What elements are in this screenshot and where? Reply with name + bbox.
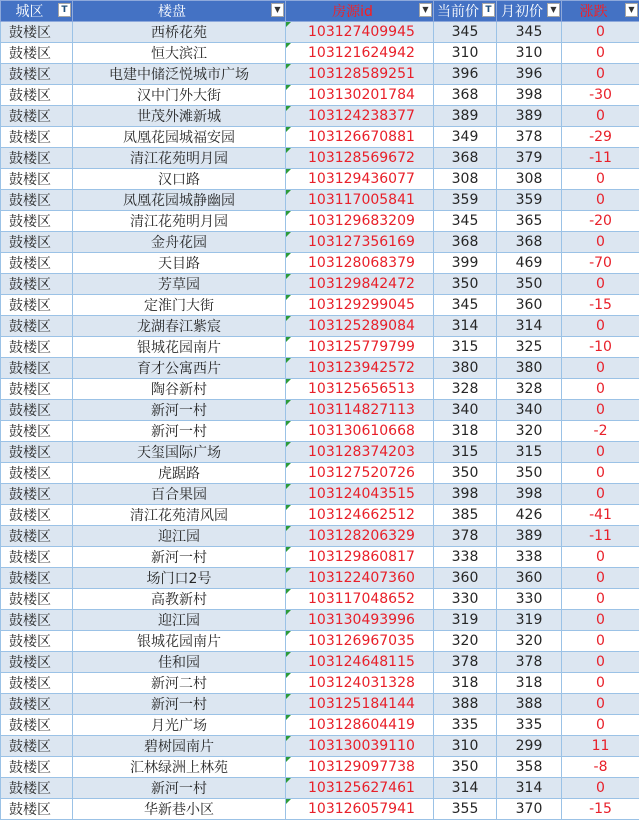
cell-estate[interactable]: 新河一村 <box>73 547 286 568</box>
cell-current-price[interactable]: 378 <box>434 526 497 547</box>
cell-change[interactable]: 0 <box>562 463 639 484</box>
cell-listing-id[interactable]: 103124238377 <box>286 106 434 127</box>
cell-month-start-price[interactable]: 370 <box>497 799 562 820</box>
cell-change[interactable]: 0 <box>562 589 639 610</box>
cell-month-start-price[interactable]: 299 <box>497 736 562 757</box>
header-change <box>562 1 639 22</box>
table-row <box>1 148 639 169</box>
cell-listing-id[interactable]: 103128374203 <box>286 442 434 463</box>
cell-district[interactable]: 鼓楼区 <box>1 337 73 358</box>
cell-change[interactable]: -29 <box>562 127 639 148</box>
cell-month-start-price[interactable]: 315 <box>497 442 562 463</box>
table-row <box>1 484 639 505</box>
table-row <box>1 568 639 589</box>
cell-month-start-price[interactable]: 320 <box>497 631 562 652</box>
cell-listing-id[interactable]: 103125184144 <box>286 694 434 715</box>
header-current-price <box>434 1 497 22</box>
cell-current-price[interactable]: 315 <box>434 337 497 358</box>
cell-estate[interactable]: 龙湖春江紫宸 <box>73 316 286 337</box>
cell-estate[interactable]: 华新巷小区 <box>73 799 286 820</box>
cell-estate[interactable]: 新河二村 <box>73 673 286 694</box>
cell-current-price[interactable]: 359 <box>434 190 497 211</box>
cell-month-start-price[interactable]: 325 <box>497 337 562 358</box>
cell-estate[interactable]: 迎江园 <box>73 526 286 547</box>
cell-listing-id[interactable]: 103129842472 <box>286 274 434 295</box>
cell-month-start-price[interactable]: 378 <box>497 127 562 148</box>
cell-change[interactable]: -41 <box>562 505 639 526</box>
cell-current-price[interactable]: 355 <box>434 799 497 820</box>
cell-estate[interactable]: 天目路 <box>73 253 286 274</box>
cell-month-start-price[interactable]: 319 <box>497 610 562 631</box>
table-row <box>1 778 639 799</box>
cell-estate[interactable]: 月光广场 <box>73 715 286 736</box>
cell-district[interactable]: 鼓楼区 <box>1 43 73 64</box>
cell-current-price[interactable]: 350 <box>434 757 497 778</box>
cell-current-price[interactable]: 345 <box>434 22 497 43</box>
cell-current-price[interactable]: 399 <box>434 253 497 274</box>
cell-current-price[interactable]: 350 <box>434 274 497 295</box>
cell-change[interactable]: -2 <box>562 421 639 442</box>
cell-estate[interactable]: 新河一村 <box>73 778 286 799</box>
header-change-label: 涨跌 <box>580 1 622 21</box>
cell-district[interactable]: 鼓楼区 <box>1 610 73 631</box>
cell-change[interactable]: -8 <box>562 757 639 778</box>
cell-district[interactable]: 鼓楼区 <box>1 232 73 253</box>
cell-estate[interactable]: 西桥花苑 <box>73 22 286 43</box>
cell-change[interactable]: 0 <box>562 232 639 253</box>
cell-month-start-price[interactable]: 469 <box>497 253 562 274</box>
cell-current-price[interactable]: 378 <box>434 652 497 673</box>
table-row <box>1 43 639 64</box>
cell-district[interactable]: 鼓楼区 <box>1 85 73 106</box>
header-current-price-label: 当前价 <box>437 1 493 21</box>
cell-month-start-price[interactable]: 314 <box>497 316 562 337</box>
cell-change[interactable]: 0 <box>562 64 639 85</box>
table-row <box>1 253 639 274</box>
cell-current-price[interactable]: 349 <box>434 127 497 148</box>
cell-month-start-price[interactable]: 345 <box>497 22 562 43</box>
cell-listing-id[interactable]: 103130610668 <box>286 421 434 442</box>
cell-estate[interactable]: 银城花园南片 <box>73 631 286 652</box>
cell-change[interactable]: -20 <box>562 211 639 232</box>
cell-district[interactable]: 鼓楼区 <box>1 379 73 400</box>
cell-district[interactable]: 鼓楼区 <box>1 22 73 43</box>
cell-listing-id[interactable]: 103126057941 <box>286 799 434 820</box>
table-row <box>1 169 639 190</box>
table-row <box>1 22 639 43</box>
cell-estate[interactable]: 清江花苑清风园 <box>73 505 286 526</box>
cell-listing-id[interactable]: 103128604419 <box>286 715 434 736</box>
cell-month-start-price[interactable]: 350 <box>497 463 562 484</box>
table-row <box>1 505 639 526</box>
cell-estate[interactable]: 陶谷新村 <box>73 379 286 400</box>
filter-active-icon[interactable]: T <box>482 3 495 17</box>
cell-listing-id[interactable]: 103130493996 <box>286 610 434 631</box>
cell-current-price[interactable]: 314 <box>434 316 497 337</box>
cell-district[interactable]: 鼓楼区 <box>1 400 73 421</box>
cell-estate[interactable]: 清江花苑明月园 <box>73 148 286 169</box>
header-listing-id-label: 房源id <box>332 1 387 21</box>
cell-estate[interactable]: 虎踞路 <box>73 463 286 484</box>
cell-current-price[interactable]: 320 <box>434 631 497 652</box>
cell-district[interactable]: 鼓楼区 <box>1 190 73 211</box>
cell-district[interactable]: 鼓楼区 <box>1 694 73 715</box>
cell-district[interactable]: 鼓楼区 <box>1 568 73 589</box>
cell-change[interactable]: 0 <box>562 190 639 211</box>
table-row <box>1 232 639 253</box>
cell-change[interactable]: 0 <box>562 694 639 715</box>
cell-district[interactable]: 鼓楼区 <box>1 715 73 736</box>
table-row <box>1 526 639 547</box>
table-row <box>1 631 639 652</box>
cell-listing-id[interactable]: 103129097738 <box>286 757 434 778</box>
cell-district[interactable]: 鼓楼区 <box>1 589 73 610</box>
cell-change[interactable]: 0 <box>562 22 639 43</box>
cell-estate[interactable]: 电建中储泛悦城市广场 <box>73 64 286 85</box>
cell-estate[interactable]: 育才公寓西片 <box>73 358 286 379</box>
cell-district[interactable]: 鼓楼区 <box>1 442 73 463</box>
cell-month-start-price[interactable]: 396 <box>497 64 562 85</box>
header-month-start-price-label: 月初价 <box>501 1 557 21</box>
cell-month-start-price[interactable]: 360 <box>497 295 562 316</box>
table-row <box>1 442 639 463</box>
cell-district[interactable]: 鼓楼区 <box>1 358 73 379</box>
cell-district[interactable]: 鼓楼区 <box>1 169 73 190</box>
cell-district[interactable]: 鼓楼区 <box>1 631 73 652</box>
cell-estate[interactable]: 碧树园南片 <box>73 736 286 757</box>
cell-district[interactable]: 鼓楼区 <box>1 652 73 673</box>
cell-change[interactable]: -11 <box>562 148 639 169</box>
cell-change[interactable]: 0 <box>562 652 639 673</box>
cell-current-price[interactable]: 388 <box>434 694 497 715</box>
table-row <box>1 211 639 232</box>
cell-estate[interactable]: 新河一村 <box>73 421 286 442</box>
cell-estate[interactable]: 凤凰花园城静幽园 <box>73 190 286 211</box>
cell-estate[interactable]: 清江花苑明月园 <box>73 211 286 232</box>
cell-change[interactable]: 0 <box>562 43 639 64</box>
cell-listing-id[interactable]: 103125289084 <box>286 316 434 337</box>
table-row <box>1 295 639 316</box>
table-row <box>1 652 639 673</box>
table-row <box>1 106 639 127</box>
cell-month-start-price[interactable]: 360 <box>497 568 562 589</box>
table-row <box>1 694 639 715</box>
filter-dropdown-icon[interactable]: ▼ <box>419 3 432 17</box>
cell-listing-id[interactable]: 103128206329 <box>286 526 434 547</box>
header-month-start-price <box>497 1 562 22</box>
cell-estate[interactable]: 佳和园 <box>73 652 286 673</box>
cell-month-start-price[interactable]: 318 <box>497 673 562 694</box>
cell-month-start-price[interactable]: 398 <box>497 85 562 106</box>
cell-listing-id[interactable]: 103129860817 <box>286 547 434 568</box>
cell-month-start-price[interactable]: 389 <box>497 526 562 547</box>
cell-change[interactable]: 0 <box>562 400 639 421</box>
cell-estate[interactable]: 汇林绿洲上林苑 <box>73 757 286 778</box>
cell-district[interactable]: 鼓楼区 <box>1 295 73 316</box>
cell-listing-id[interactable]: 103121624942 <box>286 43 434 64</box>
table-row <box>1 547 639 568</box>
cell-district[interactable]: 鼓楼区 <box>1 799 73 820</box>
table-row <box>1 127 639 148</box>
cell-listing-id[interactable]: 103128068379 <box>286 253 434 274</box>
cell-change[interactable]: 0 <box>562 106 639 127</box>
cell-change[interactable]: -15 <box>562 295 639 316</box>
cell-current-price[interactable]: 389 <box>434 106 497 127</box>
table-row <box>1 274 639 295</box>
cell-listing-id[interactable]: 103127356169 <box>286 232 434 253</box>
cell-change[interactable]: 0 <box>562 778 639 799</box>
cell-estate[interactable]: 新河一村 <box>73 400 286 421</box>
cell-month-start-price[interactable]: 335 <box>497 715 562 736</box>
cell-listing-id[interactable]: 103129436077 <box>286 169 434 190</box>
cell-current-price[interactable]: 310 <box>434 43 497 64</box>
cell-change[interactable]: -11 <box>562 526 639 547</box>
filter-active-icon[interactable]: T <box>58 3 71 17</box>
cell-change[interactable]: -70 <box>562 253 639 274</box>
cell-district[interactable]: 鼓楼区 <box>1 274 73 295</box>
cell-month-start-price[interactable]: 320 <box>497 421 562 442</box>
cell-listing-id[interactable]: 103122407360 <box>286 568 434 589</box>
cell-district[interactable]: 鼓楼区 <box>1 736 73 757</box>
cell-month-start-price[interactable]: 378 <box>497 652 562 673</box>
cell-estate[interactable]: 金舟花园 <box>73 232 286 253</box>
header-estate <box>73 1 286 22</box>
table-row <box>1 400 639 421</box>
cell-current-price[interactable]: 398 <box>434 484 497 505</box>
header-district-label: 城区 <box>16 1 58 21</box>
cell-district[interactable]: 鼓楼区 <box>1 127 73 148</box>
header-listing-id <box>286 1 434 22</box>
cell-month-start-price[interactable]: 350 <box>497 274 562 295</box>
table-row <box>1 799 639 820</box>
cell-change[interactable]: 0 <box>562 316 639 337</box>
cell-change[interactable]: 0 <box>562 610 639 631</box>
cell-listing-id[interactable]: 103126670881 <box>286 127 434 148</box>
cell-estate[interactable]: 迎江园 <box>73 610 286 631</box>
cell-month-start-price[interactable]: 368 <box>497 232 562 253</box>
cell-district[interactable]: 鼓楼区 <box>1 64 73 85</box>
cell-estate[interactable]: 高教新村 <box>73 589 286 610</box>
cell-month-start-price[interactable]: 340 <box>497 400 562 421</box>
cell-listing-id[interactable]: 103124031328 <box>286 673 434 694</box>
cell-month-start-price[interactable]: 398 <box>497 484 562 505</box>
cell-change[interactable]: 0 <box>562 442 639 463</box>
cell-change[interactable]: 0 <box>562 547 639 568</box>
cell-listing-id[interactable]: 103130039110 <box>286 736 434 757</box>
cell-month-start-price[interactable]: 310 <box>497 43 562 64</box>
table-row <box>1 736 639 757</box>
cell-listing-id[interactable]: 103124648115 <box>286 652 434 673</box>
cell-district[interactable]: 鼓楼区 <box>1 421 73 442</box>
cell-listing-id[interactable]: 103126967035 <box>286 631 434 652</box>
cell-change[interactable]: 11 <box>562 736 639 757</box>
cell-month-start-price[interactable]: 308 <box>497 169 562 190</box>
cell-month-start-price[interactable]: 330 <box>497 589 562 610</box>
table-row <box>1 610 639 631</box>
cell-current-price[interactable]: 338 <box>434 547 497 568</box>
cell-month-start-price[interactable]: 380 <box>497 358 562 379</box>
cell-district[interactable]: 鼓楼区 <box>1 211 73 232</box>
cell-district[interactable]: 鼓楼区 <box>1 505 73 526</box>
cell-change[interactable]: 0 <box>562 631 639 652</box>
cell-month-start-price[interactable]: 328 <box>497 379 562 400</box>
table-row <box>1 337 639 358</box>
cell-listing-id[interactable]: 103114827113 <box>286 400 434 421</box>
table-row <box>1 85 639 106</box>
cell-listing-id[interactable]: 103128569672 <box>286 148 434 169</box>
cell-district[interactable]: 鼓楼区 <box>1 778 73 799</box>
cell-listing-id[interactable]: 103124662512 <box>286 505 434 526</box>
cell-month-start-price[interactable]: 379 <box>497 148 562 169</box>
cell-district[interactable]: 鼓楼区 <box>1 253 73 274</box>
cell-current-price[interactable]: 310 <box>434 736 497 757</box>
table-row <box>1 190 639 211</box>
cell-change[interactable]: -30 <box>562 85 639 106</box>
cell-listing-id[interactable]: 103129299045 <box>286 295 434 316</box>
table-row <box>1 64 639 85</box>
cell-listing-id[interactable]: 103127409945 <box>286 22 434 43</box>
cell-month-start-price[interactable]: 426 <box>497 505 562 526</box>
cell-district[interactable]: 鼓楼区 <box>1 316 73 337</box>
cell-current-price[interactable]: 319 <box>434 610 497 631</box>
cell-current-price[interactable]: 345 <box>434 295 497 316</box>
cell-listing-id[interactable]: 103117005841 <box>286 190 434 211</box>
cell-listing-id[interactable]: 103125627461 <box>286 778 434 799</box>
cell-listing-id[interactable]: 103129683209 <box>286 211 434 232</box>
table-row <box>1 589 639 610</box>
table-row <box>1 463 639 484</box>
cell-current-price[interactable]: 380 <box>434 358 497 379</box>
cell-current-price[interactable]: 368 <box>434 148 497 169</box>
cell-change[interactable]: 0 <box>562 568 639 589</box>
cell-estate[interactable]: 定淮门大街 <box>73 295 286 316</box>
cell-estate[interactable]: 芳草园 <box>73 274 286 295</box>
cell-change[interactable]: 0 <box>562 274 639 295</box>
cell-listing-id[interactable]: 103124043515 <box>286 484 434 505</box>
cell-district[interactable]: 鼓楼区 <box>1 463 73 484</box>
cell-current-price[interactable]: 318 <box>434 421 497 442</box>
cell-change[interactable]: -10 <box>562 337 639 358</box>
table-row <box>1 316 639 337</box>
cell-current-price[interactable]: 314 <box>434 778 497 799</box>
cell-listing-id[interactable]: 103130201784 <box>286 85 434 106</box>
cell-month-start-price[interactable]: 314 <box>497 778 562 799</box>
cell-current-price[interactable]: 315 <box>434 442 497 463</box>
cell-listing-id[interactable]: 103123942572 <box>286 358 434 379</box>
cell-change[interactable]: 0 <box>562 379 639 400</box>
cell-estate[interactable]: 凤凰花园城福安园 <box>73 127 286 148</box>
table-row <box>1 421 639 442</box>
cell-change[interactable]: 0 <box>562 358 639 379</box>
cell-estate[interactable]: 世茂外滩新城 <box>73 106 286 127</box>
cell-current-price[interactable]: 360 <box>434 568 497 589</box>
filter-dropdown-icon[interactable]: ▼ <box>271 3 284 17</box>
cell-month-start-price[interactable]: 338 <box>497 547 562 568</box>
cell-district[interactable]: 鼓楼区 <box>1 757 73 778</box>
table-row <box>1 379 639 400</box>
cell-estate[interactable]: 百合果园 <box>73 484 286 505</box>
cell-district[interactable]: 鼓楼区 <box>1 673 73 694</box>
cell-current-price[interactable]: 330 <box>434 589 497 610</box>
cell-estate[interactable]: 恒大滨江 <box>73 43 286 64</box>
cell-month-start-price[interactable]: 359 <box>497 190 562 211</box>
cell-listing-id[interactable]: 103117048652 <box>286 589 434 610</box>
cell-estate[interactable]: 汉口路 <box>73 169 286 190</box>
cell-listing-id[interactable]: 103127520726 <box>286 463 434 484</box>
cell-current-price[interactable]: 368 <box>434 232 497 253</box>
header-district <box>1 1 73 22</box>
cell-estate[interactable]: 场门口2号 <box>73 568 286 589</box>
table-body <box>1 22 639 820</box>
cell-estate[interactable]: 银城花园南片 <box>73 337 286 358</box>
cell-current-price[interactable]: 385 <box>434 505 497 526</box>
table-row <box>1 673 639 694</box>
table-row <box>1 757 639 778</box>
cell-listing-id[interactable]: 103125779799 <box>286 337 434 358</box>
header-estate-label: 楼盘 <box>158 1 200 21</box>
cell-current-price[interactable]: 368 <box>434 85 497 106</box>
cell-district[interactable]: 鼓楼区 <box>1 484 73 505</box>
cell-estate[interactable]: 天玺国际广场 <box>73 442 286 463</box>
cell-current-price[interactable]: 396 <box>434 64 497 85</box>
cell-change[interactable]: 0 <box>562 715 639 736</box>
cell-estate[interactable]: 汉中门外大街 <box>73 85 286 106</box>
cell-month-start-price[interactable]: 389 <box>497 106 562 127</box>
cell-district[interactable]: 鼓楼区 <box>1 148 73 169</box>
cell-month-start-price[interactable]: 365 <box>497 211 562 232</box>
cell-change[interactable]: 0 <box>562 169 639 190</box>
cell-change[interactable]: 0 <box>562 484 639 505</box>
cell-change[interactable]: 0 <box>562 673 639 694</box>
cell-current-price[interactable]: 340 <box>434 400 497 421</box>
cell-change[interactable]: -15 <box>562 799 639 820</box>
cell-current-price[interactable]: 350 <box>434 463 497 484</box>
filter-dropdown-icon[interactable]: ▼ <box>547 3 560 17</box>
cell-district[interactable]: 鼓楼区 <box>1 547 73 568</box>
cell-current-price[interactable]: 345 <box>434 211 497 232</box>
cell-estate[interactable]: 新河一村 <box>73 694 286 715</box>
cell-current-price[interactable]: 328 <box>434 379 497 400</box>
cell-listing-id[interactable]: 103128589251 <box>286 64 434 85</box>
cell-current-price[interactable]: 318 <box>434 673 497 694</box>
table-row <box>1 715 639 736</box>
cell-district[interactable]: 鼓楼区 <box>1 526 73 547</box>
cell-listing-id[interactable]: 103125656513 <box>286 379 434 400</box>
cell-month-start-price[interactable]: 388 <box>497 694 562 715</box>
cell-current-price[interactable]: 308 <box>434 169 497 190</box>
cell-district[interactable]: 鼓楼区 <box>1 106 73 127</box>
filter-dropdown-icon[interactable]: ▼ <box>625 3 638 17</box>
table-row <box>1 358 639 379</box>
cell-month-start-price[interactable]: 358 <box>497 757 562 778</box>
cell-current-price[interactable]: 335 <box>434 715 497 736</box>
header-row <box>1 1 639 22</box>
